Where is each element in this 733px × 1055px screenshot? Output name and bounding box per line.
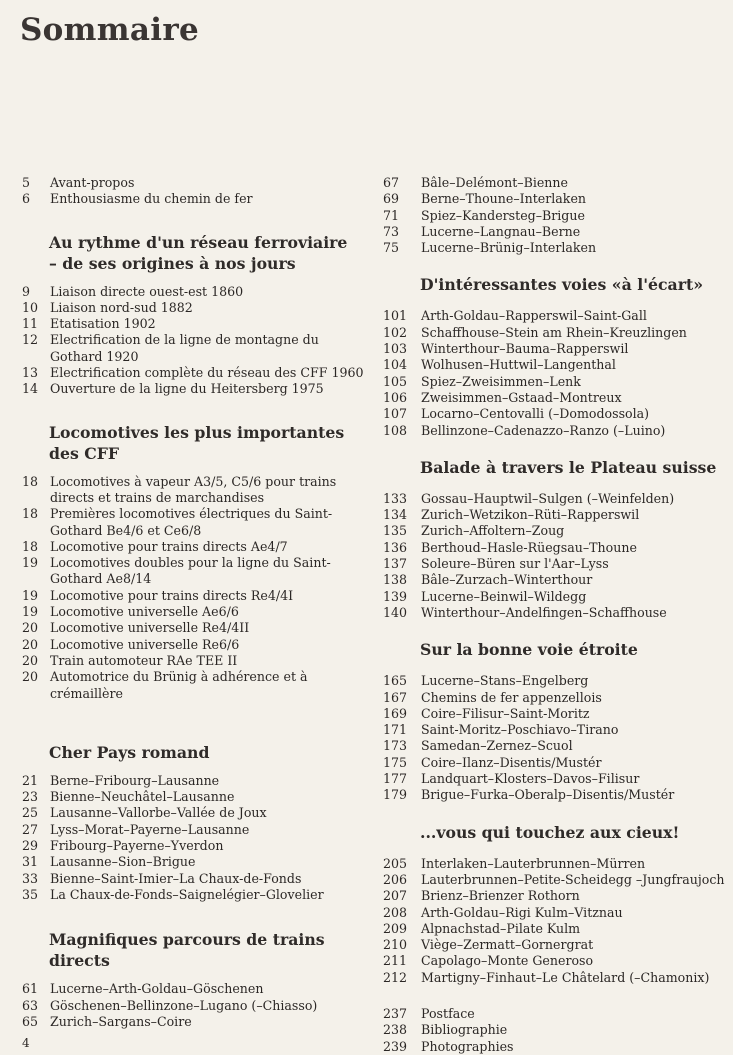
entry-title: Spiez–Zweisimmen–Lenk (421, 373, 581, 389)
toc-entry[interactable] (383, 706, 723, 722)
toc-entry[interactable] (22, 789, 357, 805)
page-number: 179 (383, 787, 408, 803)
toc-entry[interactable] (22, 1014, 357, 1030)
entry-title: Spiez–Kandersteg–Brigue (421, 207, 585, 223)
page-number: 10 (22, 299, 39, 315)
entry-title: Viège–Zermatt–Gornergrat (421, 937, 594, 953)
page-number: 134 (383, 507, 408, 523)
entry-title: Liaison nord-sud 1882 (50, 299, 193, 315)
page-number: 108 (383, 422, 408, 438)
page-number: 212 (383, 969, 408, 985)
entry-title: La Chaux-de-Fonds–Saignelégier–Glovelier (50, 886, 324, 902)
toc-column-right (383, 175, 723, 1055)
entry-title: Premières locomotives électriques du Saint-Gothard Be4/6 et Ce6/8 (50, 506, 333, 538)
page-number: 210 (383, 937, 408, 953)
page-number: 19 (22, 604, 39, 620)
toc-entry[interactable] (383, 556, 723, 572)
toc-entry[interactable] (22, 506, 357, 539)
page-number: 206 (383, 871, 408, 887)
page-number: 33 (22, 870, 39, 886)
entry-title: Lauterbrunnen–Petite-Scheidegg –Jungfraujoch (421, 871, 725, 887)
page-number: 169 (383, 705, 408, 721)
toc-entry[interactable] (383, 856, 723, 872)
page-number: 237 (383, 1005, 408, 1021)
toc-entry[interactable] (383, 1022, 723, 1038)
toc-entry[interactable] (22, 669, 357, 702)
toc-entry[interactable] (22, 365, 364, 381)
page-number: 20 (22, 636, 39, 652)
toc-entry[interactable] (383, 325, 723, 341)
page-number: 13 (22, 365, 39, 381)
toc-entry[interactable] (22, 284, 357, 300)
entry-title: Winterthour–Andelfingen–Schaffhouse (421, 604, 667, 620)
entry-title: Lucerne–Langnau–Berne (421, 223, 581, 239)
page-number: 63 (22, 997, 39, 1013)
page-number: 14 (22, 381, 39, 397)
toc-entry[interactable] (383, 738, 723, 754)
page-number: 21 (22, 772, 39, 788)
page-number: 137 (383, 556, 408, 572)
toc-entry[interactable] (383, 507, 723, 523)
entry-title: Zurich–Wetzikon–Rüti–Rapperswil (421, 507, 640, 523)
entry-title: Bâle–Zurzach–Winterthour (421, 572, 593, 588)
toc-entry[interactable] (383, 240, 723, 256)
entry-title: Martigny–Finhaut–Le Châtelard (–Chamonix) (421, 969, 710, 985)
section-heading: Sur la bonne voie étroite (420, 640, 638, 660)
page-number: 140 (383, 604, 408, 620)
toc-entry[interactable] (383, 953, 723, 969)
entry-title: Arth-Goldau–Rapperswil–Saint-Gall (421, 308, 647, 324)
toc-entry[interactable] (22, 838, 357, 854)
page-number: 12 (22, 332, 39, 348)
toc-entry[interactable] (383, 208, 723, 224)
toc-entry[interactable] (383, 771, 723, 787)
toc-entry[interactable] (383, 673, 723, 689)
page-number: 138 (383, 572, 408, 588)
toc-entry[interactable] (383, 872, 723, 888)
toc-entry[interactable] (383, 1039, 723, 1055)
entry-title: Photographies (421, 1038, 514, 1054)
page-number: 19 (22, 587, 39, 603)
page-number: 208 (383, 904, 408, 920)
entry-title: Coire–Ilanz–Disentis/Mustér (421, 754, 602, 770)
entry-title: Brigue–Furka–Oberalp–Disentis/Mustér (421, 787, 675, 803)
page-folio: 4 (22, 1036, 30, 1050)
entry-title: Bibliographie (421, 1022, 508, 1038)
toc-entry[interactable] (22, 588, 357, 604)
toc-entry[interactable] (22, 300, 357, 316)
entry-title: Locomotive universelle Re4/4II (50, 620, 250, 636)
entry-title: Zurich–Sargans–Coire (50, 1013, 192, 1029)
entry-title: Landquart–Klosters–Davos–Filisur (421, 771, 640, 787)
entry-title: Locomotives à vapeur A3/5, C5/6 pour trains directs et trains de marchandises (50, 473, 337, 505)
toc-entry[interactable] (22, 998, 357, 1014)
toc-entry[interactable] (383, 224, 723, 240)
toc-entry[interactable] (22, 316, 357, 332)
toc-entry[interactable] (383, 755, 723, 771)
page-number: 135 (383, 523, 408, 539)
entry-title: Interlaken–Lauterbrunnen–Mürren (421, 855, 646, 871)
entry-title: Berne–Thoune–Interlaken (421, 191, 587, 207)
entry-title: Samedan–Zernez–Scuol (421, 738, 573, 754)
toc-entry[interactable] (22, 805, 357, 821)
toc-entry[interactable] (383, 921, 723, 937)
toc-entry[interactable] (22, 555, 357, 588)
section-heading: Cher Pays romand (49, 742, 210, 762)
entry-title: Electrification de la ligne de montagne du Gothard 1920 (50, 332, 319, 364)
entry-title: Göschenen–Bellinzone–Lugano (–Chiasso) (50, 997, 318, 1013)
page-number: 18 (22, 506, 39, 522)
entry-title: Ouverture de la ligne du Heitersberg 1975 (50, 381, 324, 397)
entry-title: Avant-propos (50, 175, 135, 190)
page-number: 105 (383, 373, 408, 389)
entry-title: Alpnachstad–Pilate Kulm (421, 920, 581, 936)
page-number: 239 (383, 1038, 408, 1054)
page-number: 67 (383, 175, 400, 190)
page-number: 107 (383, 406, 408, 422)
page-number: 173 (383, 738, 408, 754)
page-number: 75 (383, 240, 400, 256)
page-number: 177 (383, 771, 408, 787)
entry-title: Zweisimmen–Gstaad–Montreux (421, 389, 622, 405)
toc-entry[interactable] (383, 589, 723, 605)
entry-title: Locomotive pour trains directs Re4/4I (50, 587, 294, 603)
toc-entry[interactable] (383, 423, 723, 439)
entry-title: Lucerne–Arth-Goldau–Göschenen (50, 981, 264, 997)
entry-title: Berne–Fribourg–Lausanne (50, 772, 220, 788)
toc-entry[interactable] (22, 822, 357, 838)
toc-entry[interactable] (22, 604, 357, 620)
page-number: 11 (22, 316, 39, 332)
toc-entry[interactable] (22, 620, 357, 636)
page-number: 136 (383, 539, 408, 555)
entry-title: Saint-Moritz–Poschiavo–Tirano (421, 722, 619, 738)
page-number: 20 (22, 652, 39, 668)
page-number: 69 (383, 191, 400, 207)
entry-title: Zurich–Affoltern–Zoug (421, 523, 565, 539)
entry-title: Locomotive universelle Re6/6 (50, 636, 240, 652)
page-number: 18 (22, 473, 39, 489)
entry-title: Liaison directe ouest-est 1860 (50, 283, 244, 299)
toc-entry[interactable] (383, 491, 723, 507)
entry-title: Postface (421, 1005, 475, 1021)
toc-entry[interactable] (22, 191, 357, 207)
toc-entry[interactable] (383, 605, 723, 621)
entry-title: Lausanne–Vallorbe–Vallée de Joux (50, 805, 267, 821)
page-number: 61 (22, 981, 39, 997)
toc-entry[interactable] (22, 854, 357, 870)
toc-entry[interactable] (383, 374, 723, 390)
page-number: 27 (22, 821, 39, 837)
page-number: 20 (22, 669, 39, 685)
entry-title: Fribourg–Payerne–Yverdon (50, 838, 224, 854)
page-number: 18 (22, 538, 39, 554)
entry-title: Locomotive pour trains directs Ae4/7 (50, 538, 288, 554)
entry-title: Arth-Goldau–Rigi Kulm–Vitznau (421, 904, 623, 920)
page-number: 29 (22, 838, 39, 854)
page-number: 238 (383, 1022, 408, 1038)
entry-title: Lucerne–Beinwil–Wildegg (421, 588, 587, 604)
toc-entry[interactable] (22, 381, 357, 397)
section-heading: ...vous qui touchez aux cieux! (420, 822, 680, 842)
page-number: 167 (383, 689, 408, 705)
toc-entry[interactable] (22, 332, 357, 365)
page-number: 102 (383, 324, 408, 340)
entry-title: Bienne–Neuchâtel–Lausanne (50, 789, 235, 805)
toc-entry[interactable] (22, 773, 357, 789)
page-number: 19 (22, 555, 39, 571)
page-number: 9 (22, 283, 31, 299)
toc-entry[interactable] (383, 1006, 723, 1022)
page-number: 31 (22, 854, 39, 870)
entry-title: Bienne–Saint-Imier–La Chaux-de-Fonds (50, 870, 302, 886)
toc-entry[interactable] (383, 523, 723, 539)
entry-title: Berthoud–Hasle-Rüegsau–Thoune (421, 539, 637, 555)
page-number: 73 (383, 223, 400, 239)
entry-title: Train automoteur RAe TEE II (50, 652, 238, 668)
entry-title: Capolago–Monte Generoso (421, 953, 594, 969)
page-number: 207 (383, 888, 408, 904)
toc-entry[interactable] (383, 937, 723, 953)
toc-entry[interactable] (22, 887, 357, 903)
entry-title: Locarno–Centovalli (–Domodossola) (421, 406, 650, 422)
toc-entry[interactable] (383, 888, 723, 904)
toc-entry[interactable] (22, 474, 357, 507)
toc-entry[interactable] (383, 175, 723, 191)
page-number: 106 (383, 389, 408, 405)
entry-title: Winterthour–Bauma–Rapperswil (421, 341, 629, 357)
page-number: 5 (22, 175, 31, 190)
page-number: 211 (383, 953, 408, 969)
page-number: 101 (383, 308, 408, 324)
toc-entry[interactable] (22, 981, 357, 997)
page-number: 20 (22, 620, 39, 636)
page-number: 139 (383, 588, 408, 604)
section-heading: Locomotives les plus importantes des CFF (49, 422, 345, 463)
page-number: 171 (383, 722, 408, 738)
toc-entry[interactable] (383, 341, 723, 357)
page-number: 25 (22, 805, 39, 821)
page-number: 165 (383, 673, 408, 689)
section-heading: D'intéressantes voies «à l'écart» (420, 275, 704, 295)
page-number: 65 (22, 1013, 39, 1029)
toc-entry[interactable] (22, 175, 357, 191)
page-title: Sommaire (20, 12, 199, 48)
entry-title: Lyss–Morat–Payerne–Lausanne (50, 821, 250, 837)
toc-entry[interactable] (383, 191, 723, 207)
toc-entry[interactable] (22, 539, 357, 555)
entry-title: Lausanne–Sion–Brigue (50, 854, 196, 870)
page-number: 103 (383, 341, 408, 357)
entry-title: Gossau–Hauptwil–Sulgen (–Weinfelden) (421, 490, 675, 506)
entry-title: Chemins de fer appenzellois (421, 689, 602, 705)
toc-entry[interactable] (383, 690, 723, 706)
toc-entry[interactable] (383, 540, 723, 556)
entry-title: Etatisation 1902 (50, 316, 156, 332)
page-number: 205 (383, 855, 408, 871)
entry-title: Automotrice du Brünig à adhérence et à crémaillère (50, 669, 308, 701)
toc-entry[interactable] (22, 637, 357, 653)
toc-entry[interactable] (383, 905, 723, 921)
page-number: 209 (383, 920, 408, 936)
section-heading: Au rythme d'un réseau ferroviaire – de ses origines à nos jours (49, 232, 348, 273)
toc-entry[interactable] (383, 390, 723, 406)
toc-column-left (22, 175, 364, 1030)
entry-title: Brienz–Brienzer Rothorn (421, 888, 580, 904)
toc-entry[interactable] (383, 722, 723, 738)
entry-title: Bâle–Delémont–Bienne (421, 175, 568, 190)
entry-title: Locomotive universelle Ae6/6 (50, 604, 239, 620)
page-number: 71 (383, 207, 400, 223)
toc-entry[interactable] (22, 653, 357, 669)
page-number: 35 (22, 886, 39, 902)
page-number: 6 (22, 191, 31, 207)
entry-title: Bellinzone–Cadenazzo–Ranzo (–Luino) (421, 422, 666, 438)
page-number: 104 (383, 357, 408, 373)
entry-title: Lucerne–Brünig–Interlaken (421, 240, 597, 256)
page-number: 23 (22, 789, 39, 805)
toc-entry[interactable] (383, 406, 723, 422)
entry-title: Wolhusen–Huttwil–Langenthal (421, 357, 616, 373)
page-number: 175 (383, 754, 408, 770)
toc-entry[interactable] (383, 357, 723, 373)
toc-entry[interactable] (383, 787, 723, 803)
section-heading: Magnifiques parcours de trains directs (49, 930, 325, 971)
entry-title: Coire–Filisur–Saint-Moritz (421, 705, 590, 721)
entry-title: Electrification complète du réseau des CFF 1960 (50, 365, 364, 381)
toc-entry[interactable] (22, 871, 357, 887)
entry-title: Schaffhouse–Stein am Rhein–Kreuzlingen (421, 324, 687, 340)
entry-title: Enthousiasme du chemin de fer (50, 191, 253, 207)
entry-title: Locomotives doubles pour la ligne du Saint-Gothard Ae8/14 (50, 555, 331, 587)
toc-entry[interactable] (383, 308, 723, 324)
toc-entry[interactable] (383, 970, 723, 986)
page-number: 133 (383, 490, 408, 506)
toc-entry[interactable] (383, 572, 723, 588)
entry-title: Lucerne–Stans–Engelberg (421, 673, 589, 689)
entry-title: Soleure–Büren sur l'Aar–Lyss (421, 556, 609, 572)
section-heading: Balade à travers le Plateau suisse (420, 457, 717, 477)
